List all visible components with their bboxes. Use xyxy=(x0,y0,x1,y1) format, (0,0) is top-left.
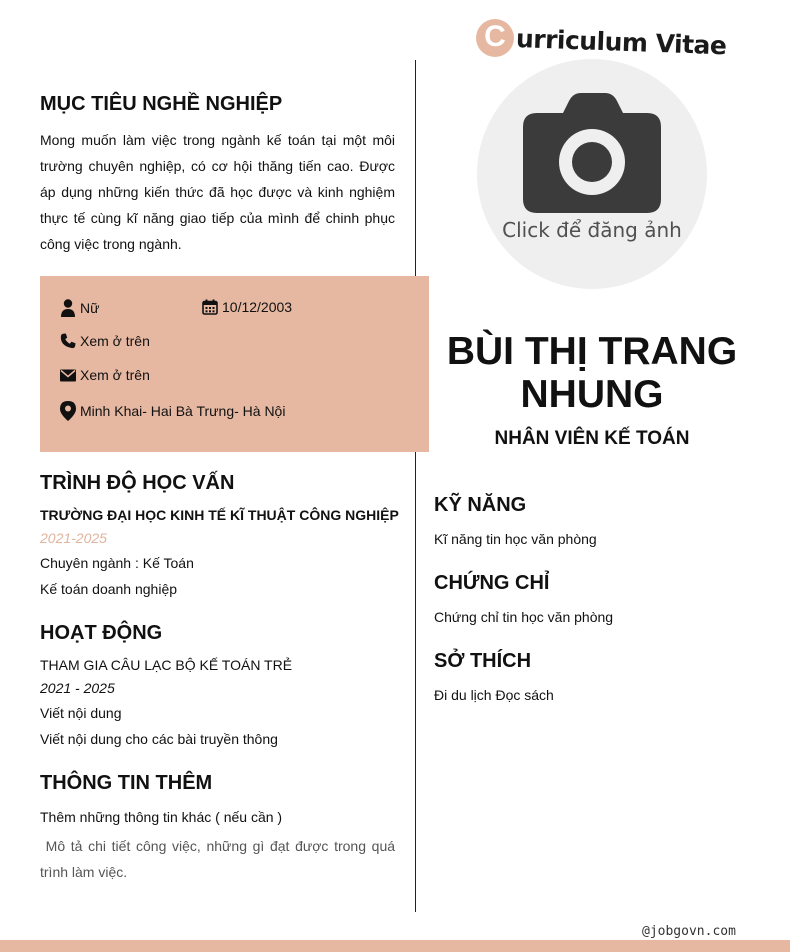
phone-icon xyxy=(60,333,76,349)
user-icon xyxy=(60,299,76,317)
phone-row xyxy=(60,333,150,349)
birthday-value: 10/12/2003 xyxy=(222,299,293,315)
email-row xyxy=(60,367,150,383)
birthday-row xyxy=(202,299,292,315)
certificates-text: Chứng chỉ tin học văn phòng xyxy=(434,609,614,625)
gender-value: Nữ xyxy=(80,300,100,316)
cv-logo-text: urriculum Vitae xyxy=(515,23,727,60)
activities-title: HOẠT ĐỘNG xyxy=(40,622,163,644)
gender-row xyxy=(60,299,99,317)
camera-icon xyxy=(523,93,661,213)
address-row xyxy=(60,401,285,421)
email-value: Xem ở trên xyxy=(80,367,150,383)
skills-text: Kĩ năng tin học văn phòng xyxy=(434,531,597,547)
extra-info-line1: Thêm những thông tin khác ( nếu cần ) xyxy=(40,809,283,825)
objective-text: Mong muốn làm việc trong ngành kế toán tại một môi trường chuyên nghiệp, có cơ hội thăng tiến cao. Được áp dụng những kiến thức đã học được và kinh nghiệm thực tế cùng kĩ năng giao tiếp của mình để chinh phục công việc trong ngành. xyxy=(40,132,395,252)
photo-upload-label: Click để đăng ảnh xyxy=(502,218,682,242)
objective-title: MỤC TIÊU NGHỀ NGHIỆP xyxy=(40,93,283,115)
activities-org: THAM GIA CÂU LẠC BỘ KẾ TOÁN TRẺ xyxy=(40,657,293,673)
activities-detail: Viết nội dung cho các bài truyền thông xyxy=(40,731,278,747)
cv-logo-badge xyxy=(476,19,514,57)
address-value: Minh Khai- Hai Bà Trưng- Hà Nội xyxy=(80,403,286,419)
cv-logo-letter: C xyxy=(484,20,506,53)
activities-period: 2021 - 2025 xyxy=(40,680,115,696)
candidate-name-line2: NHUNG xyxy=(520,373,664,416)
extra-info-title: THÔNG TIN THÊM xyxy=(40,772,213,794)
candidate-name-line1: BÙI THỊ TRANG xyxy=(446,330,738,373)
mail-icon xyxy=(60,369,76,382)
calendar-icon xyxy=(202,299,218,315)
footer-bar xyxy=(0,940,790,952)
candidate-name xyxy=(432,330,752,416)
phone-value: Xem ở trên xyxy=(80,333,150,349)
education-detail: Kế toán doanh nghiệp xyxy=(40,581,178,597)
education-period: 2021-2025 xyxy=(40,530,107,546)
education-title: TRÌNH ĐỘ HỌC VẤN xyxy=(40,472,235,494)
contact-info-box xyxy=(40,276,429,452)
education-major: Chuyên ngành : Kế Toán xyxy=(40,555,194,571)
certificates-title: CHỨNG CHỈ xyxy=(434,572,550,594)
skills-title: KỸ NĂNG xyxy=(434,494,527,516)
education-school: TRƯỜNG ĐẠI HỌC KINH TẾ KĨ THUẬT CÔNG NGHIỆP xyxy=(40,507,399,523)
hobbies-title: SỞ THÍCH xyxy=(434,650,532,672)
location-pin-icon xyxy=(60,401,76,421)
job-title: NHÂN VIÊN KẾ TOÁN xyxy=(494,428,690,449)
extra-info-line2: Mô tả chi tiết công việc, những gì đạt được trong quá trình làm việc. xyxy=(40,838,399,880)
activities-role: Viết nội dung xyxy=(40,705,122,721)
column-divider xyxy=(415,60,416,912)
hobbies-text: Đi du lịch Đọc sách xyxy=(434,687,554,703)
watermark: @jobgovn.com xyxy=(642,924,736,939)
cv-logo xyxy=(476,16,727,60)
photo-upload[interactable] xyxy=(477,59,707,289)
